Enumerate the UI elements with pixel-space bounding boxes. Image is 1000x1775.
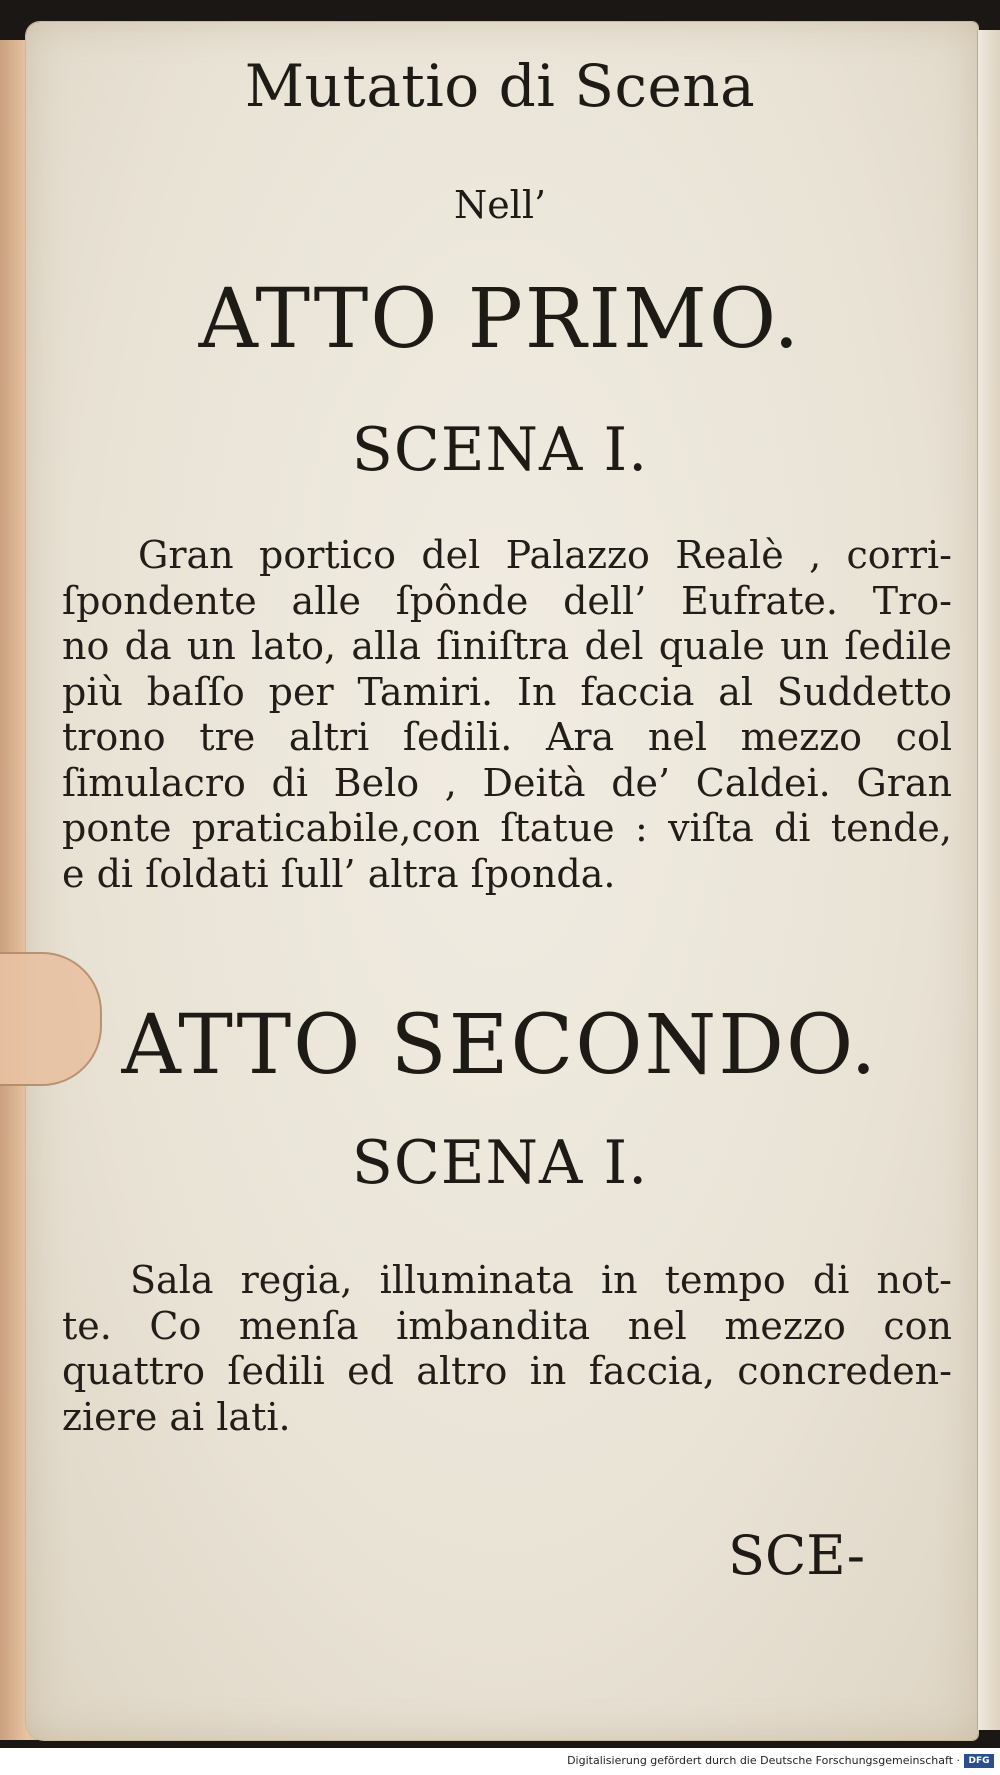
- dfg-logo: DFG: [964, 1754, 994, 1768]
- text-line: ponte praticabile,con ſtatue : viſta di tende,: [62, 806, 952, 850]
- text-line: Gran portico del Palazzo Realè , corri-: [138, 533, 952, 577]
- act2-scene-description: [62, 1258, 952, 1440]
- act2-title: ATTO SECONDO.: [121, 998, 879, 1093]
- text-line: e di ſoldati ſull’ altra ſponda.: [62, 851, 616, 896]
- text-line: trono tre altri ſedili. Ara nel mezzo col: [62, 715, 952, 759]
- text-line: ziere ai lati.: [62, 1394, 291, 1439]
- text-line: no da un lato, alla ſiniſtra del quale un ſedile: [62, 624, 952, 668]
- act2-scene-title: SCENA I.: [351, 1128, 649, 1198]
- footer-credit: Digitalisierung gefördert durch die Deutsche Forschungsgemeinschaft ·: [567, 1754, 960, 1767]
- text-line: più baſſo per Tamiri. In faccia al Suddetto: [62, 669, 952, 714]
- text-line: ſimulacro di Belo , Deità de’ Caldei. Gran: [62, 760, 952, 805]
- catchword: SCE-: [728, 1524, 865, 1587]
- footer-bar: [0, 1748, 1000, 1775]
- text-line: te. Co menſa imbandita nel mezzo con: [62, 1303, 952, 1348]
- text-line: quattro ſedili ed altro in faccia, concreden-: [62, 1349, 952, 1393]
- text-line: Sala regia, illuminata in tempo di not-: [130, 1258, 952, 1302]
- text-line: ſpondente alle ſpônde dell’ Eufrate. Tro-: [62, 578, 952, 623]
- act1-scene-title: SCENA I.: [351, 415, 649, 485]
- header-subtitle: Nell’: [453, 183, 547, 227]
- act1-title: ATTO PRIMO.: [198, 272, 802, 367]
- act1-scene-description: [62, 533, 952, 897]
- header-title: Mutatio di Scena: [244, 52, 756, 120]
